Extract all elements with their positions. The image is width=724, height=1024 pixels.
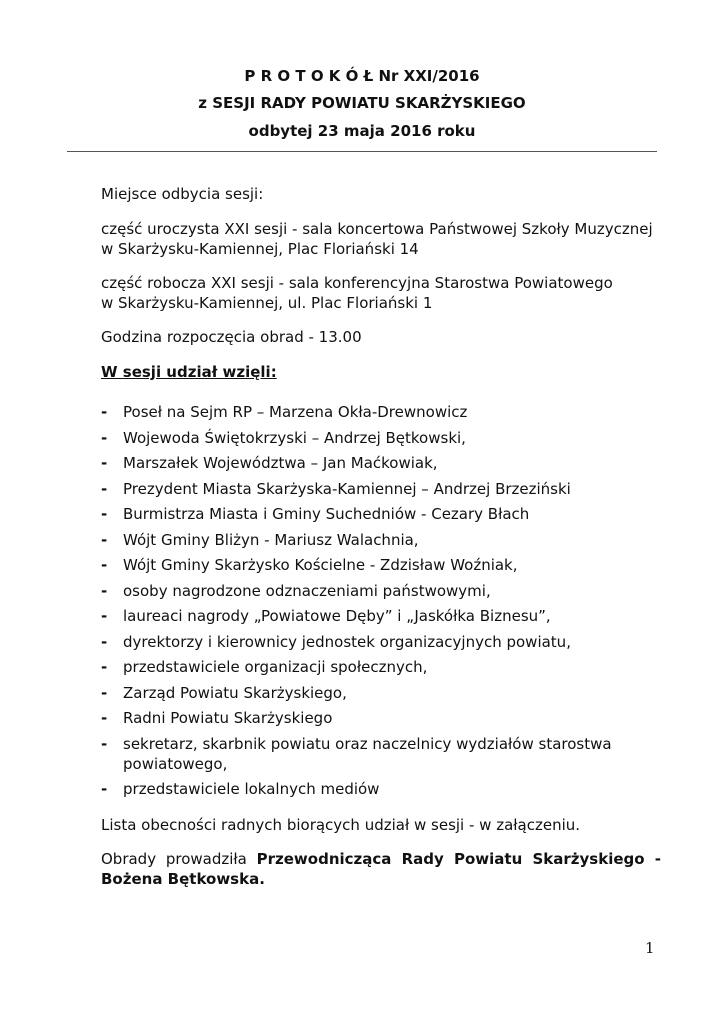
list-item bbox=[101, 402, 661, 422]
list-item bbox=[101, 530, 661, 550]
working-part-line2: w Skarżysku-Kamiennej, ul. Plac Floriański 1 bbox=[101, 294, 433, 312]
list-item bbox=[101, 779, 661, 799]
list-item bbox=[101, 504, 661, 524]
list-item bbox=[101, 683, 661, 703]
list-bullet: - bbox=[101, 632, 108, 651]
list-bullet: - bbox=[101, 780, 108, 798]
list-bullet: - bbox=[101, 683, 108, 702]
list-item bbox=[101, 428, 661, 448]
list-bullet: - bbox=[101, 479, 108, 498]
list-bullet: - bbox=[101, 709, 108, 727]
list-item bbox=[101, 555, 661, 575]
list-bullet: - bbox=[101, 428, 108, 447]
list-bullet: - bbox=[101, 505, 108, 523]
working-part-line1: część robocza XXI sesji - sala konferencyjna Starostwa Powiatowego bbox=[101, 274, 613, 292]
participant-text: Radni Powiatu Skarżyskiego bbox=[123, 709, 333, 727]
participants-heading: W sesji udział wzięli: bbox=[101, 363, 277, 381]
participant-text: sekretarz, skarbnik powiatu oraz naczelnicy wydziałów starostwa powiatowego, bbox=[123, 734, 612, 773]
participant-text: Marszałek Województwa – Jan Maćkowiak, bbox=[123, 454, 438, 472]
participant-text: Wójt Gminy Bliżyn - Mariusz Walachnia, bbox=[123, 530, 419, 549]
list-bullet: - bbox=[101, 581, 108, 600]
chair-prefix: Obrady prowadziła bbox=[101, 850, 257, 868]
list-item bbox=[101, 581, 661, 601]
participant-text: Prezydent Miasta Skarżyska-Kamiennej – Andrzej Brzeziński bbox=[123, 479, 571, 498]
list-item bbox=[101, 657, 661, 677]
session-title: z SESJI RADY POWIATU SKARŻYSKIEGO bbox=[198, 94, 526, 112]
participant-text: Burmistrza Miasta i Gminy Suchedniów - Cezary Błach bbox=[123, 505, 530, 523]
list-item bbox=[101, 632, 661, 652]
participant-text: Zarząd Powiatu Skarżyskiego, bbox=[123, 683, 347, 702]
page-number: 1 bbox=[645, 939, 655, 957]
ceremonial-part-line2: w Skarżysku-Kamiennej, Plac Floriański 14 bbox=[101, 240, 419, 258]
attendance-note: Lista obecności radnych biorących udział w sesji - w załączeniu. bbox=[101, 816, 581, 834]
ceremonial-part-line1: część uroczysta XXI sesji - sala koncertowa Państwowej Szkoły Muzycznej bbox=[101, 220, 653, 238]
list-item bbox=[101, 734, 661, 774]
list-bullet: - bbox=[101, 530, 108, 549]
header-divider bbox=[67, 151, 657, 152]
list-item bbox=[101, 479, 661, 499]
participant-text: Poseł na Sejm RP – Marzena Okła-Drewnowicz bbox=[123, 403, 468, 421]
list-bullet: - bbox=[101, 734, 108, 753]
list-bullet: - bbox=[101, 403, 108, 421]
participant-text: Wojewoda Świętokrzyski – Andrzej Bętkowski, bbox=[123, 428, 466, 447]
participant-text: laureaci nagrody „Powiatowe Dęby” i „Jaskółka Biznesu”, bbox=[123, 607, 551, 625]
participant-text: przedstawiciele lokalnych mediów bbox=[123, 780, 380, 798]
participants-list bbox=[101, 402, 661, 805]
chair-name: Przewodnicząca Rady Powiatu Skarżyskiego - Bożena Bętkowska. bbox=[101, 850, 661, 888]
list-item bbox=[101, 606, 661, 626]
list-item bbox=[101, 708, 661, 728]
start-time: Godzina rozpoczęcia obrad - 13.00 bbox=[101, 328, 362, 346]
participant-text: Wójt Gminy Skarżysko Kościelne - Zdzisław Woźniak, bbox=[123, 556, 518, 574]
ceremonial-part-location bbox=[101, 219, 661, 259]
participant-text: dyrektorzy i kierownicy jednostek organizacyjnych powiatu, bbox=[123, 632, 571, 651]
list-bullet: - bbox=[101, 607, 108, 625]
participant-text: osoby nagrodzone odznaczeniami państwowymi, bbox=[123, 581, 491, 600]
participant-text: przedstawiciele organizacji społecznych, bbox=[123, 658, 428, 676]
chair-paragraph bbox=[101, 849, 661, 889]
list-bullet: - bbox=[101, 454, 108, 472]
list-bullet: - bbox=[101, 556, 108, 574]
protocol-title: P R O T O K Ó Ł Nr XXI/2016 bbox=[244, 67, 480, 85]
working-part-location bbox=[101, 273, 661, 313]
list-bullet: - bbox=[101, 658, 108, 676]
session-date: odbytej 23 maja 2016 roku bbox=[248, 122, 476, 140]
place-label: Miejsce odbycia sesji: bbox=[101, 185, 264, 203]
list-item bbox=[101, 453, 661, 473]
